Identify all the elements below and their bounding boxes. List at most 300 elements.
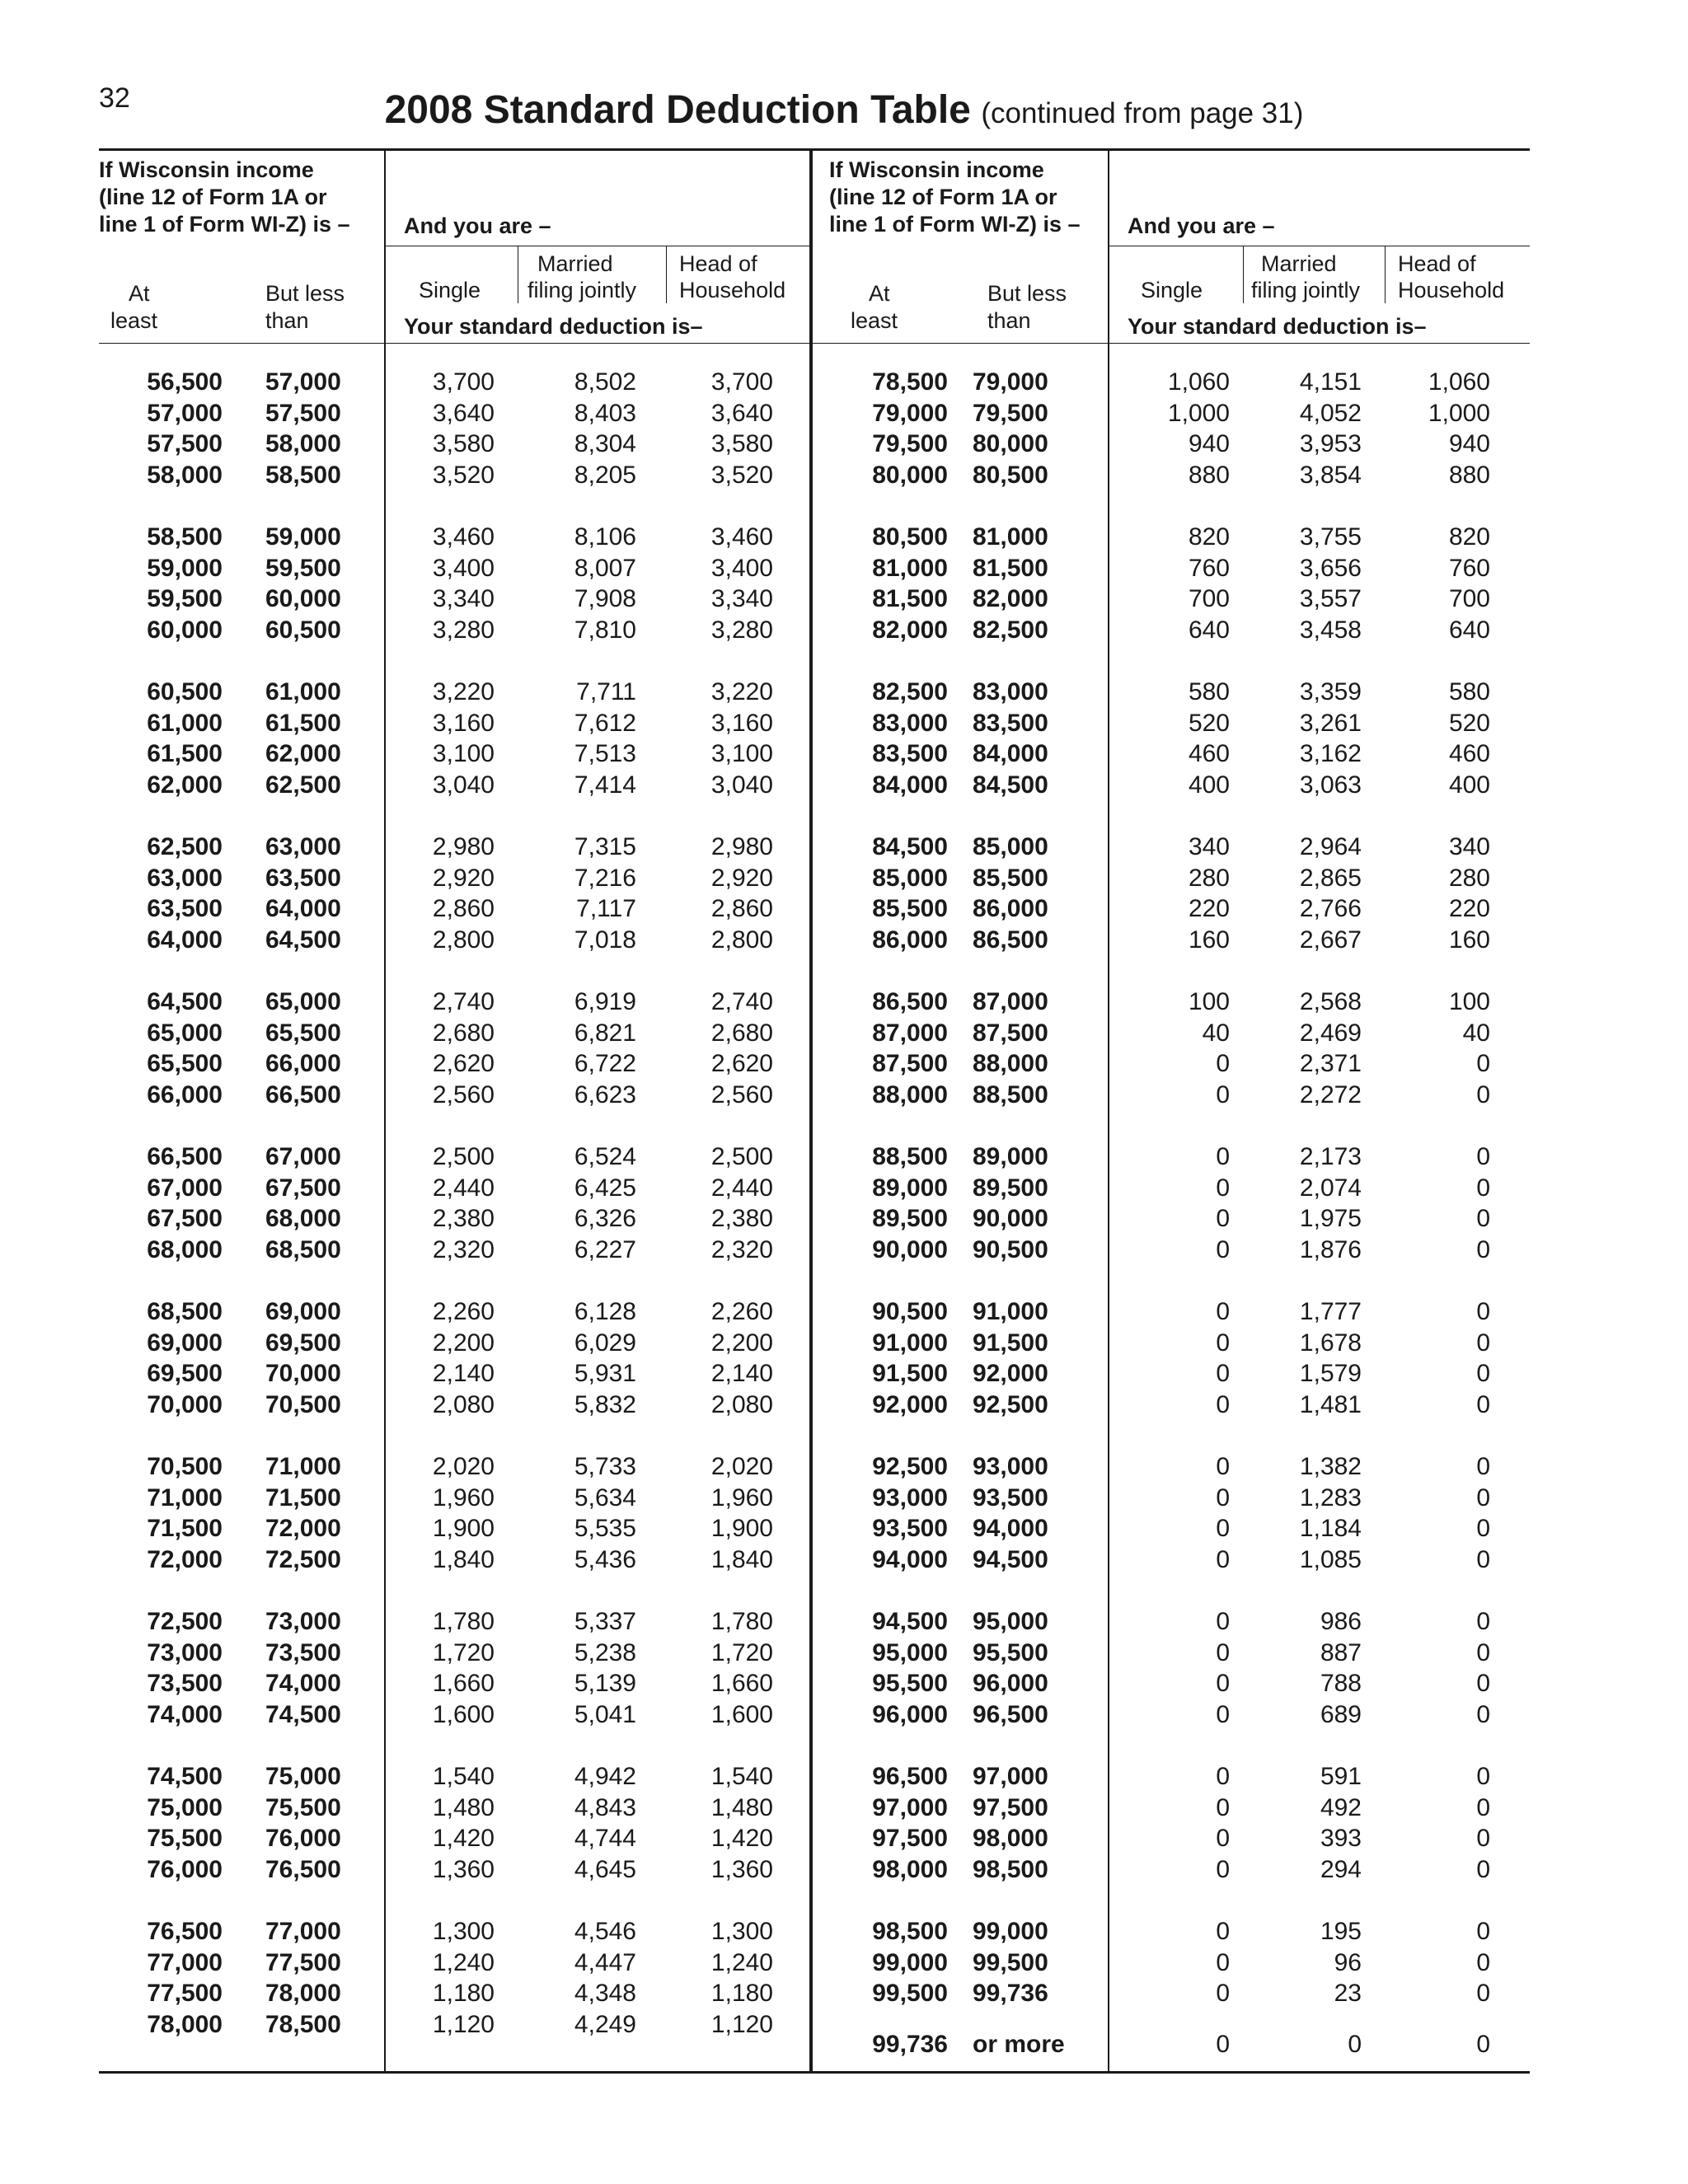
table-cell: 5,634: [574, 1483, 636, 1511]
but-less-label: But less: [987, 281, 1067, 306]
table-cell: 61,000: [147, 709, 223, 737]
table-cell: 2,500: [710, 1143, 773, 1170]
filing-jointly-label: filing jointly: [1251, 278, 1361, 302]
table-cell: 0: [1476, 1763, 1490, 1790]
table-cell: 0: [1216, 1329, 1230, 1357]
table-cell: 1,780: [710, 1608, 773, 1635]
table-cell: 0: [1216, 1948, 1230, 1976]
table-cell: 7,612: [574, 709, 636, 737]
at-label: At: [129, 281, 150, 306]
table-cell: 90,500: [872, 1298, 948, 1325]
table-bottom-rule: [99, 2071, 1530, 2074]
table-cell: 1,360: [432, 1855, 495, 1883]
but-less-than-left: [265, 280, 345, 335]
table-cell: 8,403: [574, 399, 636, 427]
table-cell: 83,000: [872, 709, 948, 737]
table-cell: 3,580: [710, 430, 773, 458]
table-cell: 63,500: [265, 864, 341, 892]
table-cell: 67,500: [265, 1174, 341, 1202]
table-cell: 1,360: [710, 1855, 773, 1883]
table-cell: 0: [1476, 1825, 1490, 1853]
table-cell: 65,500: [147, 1050, 223, 1078]
table-cell: 7,513: [574, 740, 636, 768]
table-cell: 76,500: [265, 1855, 341, 1883]
table-cell: 580: [1448, 678, 1490, 705]
table-cell: 0: [1476, 1948, 1490, 1976]
table-cell: 2,980: [432, 833, 495, 860]
table-cell: 5,931: [574, 1360, 636, 1388]
table-cell: 95,500: [872, 1670, 948, 1698]
table-cell: 1,283: [1299, 1483, 1362, 1511]
divider-single-married-right: [1243, 246, 1244, 303]
table-cell: 75,500: [147, 1825, 223, 1853]
table-cell: 760: [1188, 554, 1230, 582]
table-cell: 64,000: [147, 926, 223, 954]
table-cell: 93,500: [872, 1515, 948, 1543]
table-cell: 2,620: [710, 1050, 773, 1078]
table-cell: 1,660: [710, 1670, 773, 1698]
table-cell: 60,000: [147, 616, 223, 644]
deduction-is-left: Your standard deduction is–: [404, 314, 703, 339]
table-cell: 5,436: [574, 1545, 636, 1573]
table-cell: 2,440: [432, 1174, 495, 1202]
table-cell: 3,280: [432, 616, 495, 644]
table-cell: 67,500: [147, 1205, 223, 1233]
table-cell: 0: [1476, 1980, 1490, 2008]
table-cell: 57,500: [265, 399, 341, 427]
table-cell: 58,000: [265, 430, 341, 458]
table-cell: 65,000: [265, 988, 341, 1015]
table-cell: 23: [1334, 1980, 1362, 2008]
table-cell: 7,315: [574, 833, 636, 860]
table-cell: 72,000: [265, 1515, 341, 1543]
table-cell: 2,560: [432, 1080, 495, 1108]
table-cell: 58,500: [147, 523, 223, 551]
table-cell: 4,447: [574, 1948, 636, 1976]
head-of-label: Head of: [1398, 251, 1476, 276]
table-cell: 84,000: [973, 740, 1048, 768]
table-cell: 3,160: [432, 709, 495, 737]
table-top-rule: [99, 148, 1530, 151]
table-cell: 1,060: [1428, 368, 1490, 396]
table-cell: 69,000: [265, 1298, 341, 1325]
table-cell: 76,500: [147, 1918, 223, 1945]
table-cell: 73,000: [265, 1608, 341, 1635]
table-cell: 58,500: [265, 461, 341, 489]
than-label: than: [987, 308, 1031, 333]
household-label: Household: [1398, 278, 1505, 302]
table-cell: 3,520: [432, 461, 495, 489]
table-cell: 85,000: [973, 833, 1048, 860]
table-cell: 880: [1188, 461, 1230, 489]
table-cell: 94,000: [872, 1545, 948, 1573]
table-cell: 520: [1448, 709, 1490, 737]
table-cell: 820: [1448, 523, 1490, 551]
table-cell: 7,117: [576, 895, 636, 923]
table-cell: 580: [1188, 678, 1230, 705]
table-cell: 2,980: [710, 833, 773, 860]
table-cell: 85,500: [973, 864, 1048, 892]
table-cell: 2,371: [1299, 1050, 1362, 1078]
table-cell: 0: [1348, 2030, 1362, 2058]
page-title: 2008 Standard Deduction Table: [384, 88, 971, 132]
table-cell: 89,000: [973, 1143, 1048, 1170]
table-cell: 87,500: [973, 1019, 1048, 1047]
table-cell: 64,500: [265, 926, 341, 954]
table-cell: 2,560: [710, 1080, 773, 1108]
table-cell: 75,000: [265, 1763, 341, 1790]
table-cell: 71,000: [147, 1483, 223, 1511]
but-less-label: But less: [265, 281, 345, 306]
table-cell: 76,000: [147, 1855, 223, 1883]
income-header-line: If Wisconsin income: [829, 157, 1044, 182]
table-cell: 97,000: [872, 1793, 948, 1821]
table-cell: 0: [1216, 1638, 1230, 1666]
table-cell: 6,524: [574, 1143, 636, 1170]
table-cell: 85,000: [872, 864, 948, 892]
table-cell: 4,151: [1299, 368, 1362, 396]
table-cell: 1,840: [710, 1545, 773, 1573]
table-cell: 294: [1320, 1855, 1362, 1883]
table-cell: 93,000: [872, 1483, 948, 1511]
table-cell: 8,502: [574, 368, 636, 396]
table-cell: 3,100: [710, 740, 773, 768]
table-cell: 74,500: [265, 1700, 341, 1728]
table-cell: 1,600: [432, 1700, 495, 1728]
table-cell: 1,120: [432, 2010, 495, 2038]
table-cell: 74,000: [265, 1670, 341, 1698]
page-subtitle: (continued from page 31): [981, 97, 1304, 129]
table-cell: 3,460: [710, 523, 773, 551]
table-cell: 2,920: [432, 864, 495, 892]
table-cell: 57,500: [147, 430, 223, 458]
table-cell: 3,261: [1299, 709, 1362, 737]
table-cell: 65,500: [265, 1019, 341, 1047]
table-cell: 99,000: [973, 1918, 1048, 1945]
table-cell: 1,540: [432, 1763, 495, 1790]
income-header-left: [99, 157, 350, 238]
table-cell: 0: [1476, 1143, 1490, 1170]
table-cell: 5,733: [574, 1453, 636, 1480]
table-cell: 1,300: [432, 1918, 495, 1945]
table-cell: 3,400: [710, 554, 773, 582]
table-cell: 0: [1476, 1235, 1490, 1263]
married-label: Married: [1261, 251, 1337, 276]
table-cell: 1,780: [432, 1608, 495, 1635]
table-cell: 63,000: [265, 833, 341, 860]
table-cell: 4,052: [1299, 399, 1362, 427]
table-cell: 8,205: [574, 461, 636, 489]
table-cell: 7,711: [576, 678, 636, 705]
table-cell: 82,500: [973, 616, 1048, 644]
table-cell: 460: [1188, 740, 1230, 768]
table-cell: 3,640: [432, 399, 495, 427]
table-cell: 1,720: [710, 1638, 773, 1666]
income-header-line: (line 12 of Form 1A or: [829, 185, 1057, 209]
table-cell: 887: [1320, 1638, 1362, 1666]
table-cell: 97,500: [973, 1793, 1048, 1821]
table-cell: 86,000: [872, 926, 948, 954]
table-cell: 4,249: [574, 2010, 636, 2038]
page-number: 32: [99, 82, 130, 114]
table-cell: 59,000: [265, 523, 341, 551]
table-cell: 67,000: [265, 1143, 341, 1170]
table-cell: 1,480: [710, 1793, 773, 1821]
table-cell: 1,240: [710, 1948, 773, 1976]
table-cell: 0: [1476, 1638, 1490, 1666]
table-cell: 2,440: [710, 1174, 773, 1202]
table-cell: 591: [1320, 1763, 1362, 1790]
table-cell: 1,900: [710, 1515, 773, 1543]
table-cell: 820: [1188, 523, 1230, 551]
table-cell: 99,500: [973, 1948, 1048, 1976]
table-cell: 87,500: [872, 1050, 948, 1078]
table-cell: 8,106: [574, 523, 636, 551]
table-cell: 0: [1216, 1670, 1230, 1698]
table-cell: 5,832: [574, 1390, 636, 1418]
table-cell: 60,000: [265, 585, 341, 613]
table-cell: 87,000: [973, 988, 1048, 1015]
table-cell: 62,500: [147, 833, 223, 860]
table-cell: 1,678: [1299, 1329, 1362, 1357]
table-cell: 880: [1448, 461, 1490, 489]
table-cell: 96,000: [872, 1700, 948, 1728]
table-cell: 68,500: [147, 1298, 223, 1325]
table-cell: 0: [1216, 1515, 1230, 1543]
table-cell: 520: [1188, 709, 1230, 737]
table-cell: 86,500: [973, 926, 1048, 954]
table-cell: 4,348: [574, 1980, 636, 2008]
table-cell: 7,810: [574, 616, 636, 644]
table-cell: 7,414: [574, 771, 636, 799]
table-cell: 84,000: [872, 771, 948, 799]
table-cell: 160: [1448, 926, 1490, 954]
married-label: Married: [537, 251, 613, 276]
table-cell: 0: [1476, 1545, 1490, 1573]
table-cell: 2,080: [432, 1390, 495, 1418]
table-cell: 72,500: [147, 1608, 223, 1635]
table-cell: 640: [1448, 616, 1490, 644]
table-cell: 4,546: [574, 1918, 636, 1945]
table-cell: 492: [1320, 1793, 1362, 1821]
table-cell: 77,000: [265, 1918, 341, 1945]
table-cell: 7,908: [574, 585, 636, 613]
head-of-label: Head of: [679, 251, 757, 276]
table-cell: 0: [1216, 1700, 1230, 1728]
table-cell: 77,500: [265, 1948, 341, 1976]
table-cell: 80,500: [973, 461, 1048, 489]
head-header-right: [1398, 251, 1504, 303]
table-cell: 0: [1476, 1080, 1490, 1108]
table-cell: 3,220: [710, 678, 773, 705]
table-cell: 0: [1216, 1174, 1230, 1202]
table-cell: 88,000: [872, 1080, 948, 1108]
table-cell: 5,337: [574, 1608, 636, 1635]
title-block: [0, 87, 1688, 133]
table-cell: 2,964: [1299, 833, 1362, 860]
table-cell: 1,180: [710, 1980, 773, 2008]
income-header-right: [829, 157, 1081, 238]
table-cell: 340: [1188, 833, 1230, 860]
table-cell: 0: [1216, 1143, 1230, 1170]
table-cell: 66,500: [147, 1143, 223, 1170]
table-cell: 2,140: [432, 1360, 495, 1388]
table-cell: 788: [1320, 1670, 1362, 1698]
table-cell: 68,000: [147, 1235, 223, 1263]
than-label: than: [265, 308, 309, 333]
table-cell: 6,029: [574, 1329, 636, 1357]
table-cell: 2,740: [710, 988, 773, 1015]
married-header-right: [1251, 251, 1360, 303]
single-header-right: Single: [1141, 278, 1203, 302]
table-cell: 6,623: [574, 1080, 636, 1108]
table-cell: 0: [1476, 1700, 1490, 1728]
table-cell: 77,000: [147, 1948, 223, 1976]
table-cell: 68,000: [265, 1205, 341, 1233]
table-cell: 3,700: [432, 368, 495, 396]
table-cell: 4,843: [574, 1793, 636, 1821]
table-cell: 74,500: [147, 1763, 223, 1790]
table-cell: 98,000: [973, 1825, 1048, 1853]
table-cell: 90,500: [973, 1235, 1048, 1263]
income-header-line: If Wisconsin income: [99, 157, 314, 182]
table-cell: 92,500: [872, 1453, 948, 1480]
table-cell: 0: [1216, 1235, 1230, 1263]
table-cell: 96: [1334, 1948, 1362, 1976]
table-cell: 99,500: [872, 1980, 948, 2008]
head-header-left: [679, 251, 785, 303]
table-cell: 98,000: [872, 1855, 948, 1883]
table-cell: 3,160: [710, 709, 773, 737]
table-cell: 6,919: [574, 988, 636, 1015]
married-header-left: [528, 251, 636, 303]
table-cell: 81,000: [872, 554, 948, 582]
table-cell: 70,000: [147, 1390, 223, 1418]
table-cell: 81,000: [973, 523, 1048, 551]
table-cell: 83,500: [973, 709, 1048, 737]
table-cell: 0: [1476, 1360, 1490, 1388]
table-cell: 97,500: [872, 1825, 948, 1853]
table-cell: 71,500: [265, 1483, 341, 1511]
table-cell: 0: [1476, 1483, 1490, 1511]
table-cell: 4,744: [574, 1825, 636, 1853]
table-cell: 280: [1188, 864, 1230, 892]
table-cell: 689: [1320, 1700, 1362, 1728]
table-cell: 67,000: [147, 1174, 223, 1202]
table-cell: 2,260: [710, 1298, 773, 1325]
table-cell: 80,000: [973, 430, 1048, 458]
income-header-line: line 1 of Form WI-Z) is –: [829, 212, 1081, 237]
table-cell: 2,800: [432, 926, 495, 954]
table-cell: 68,500: [265, 1235, 341, 1263]
household-label: Household: [679, 278, 786, 302]
table-cell: 2,860: [710, 895, 773, 923]
table-cell: 6,821: [574, 1019, 636, 1047]
table-cell: 89,500: [872, 1205, 948, 1233]
table-cell: 92,500: [973, 1390, 1048, 1418]
table-cell: 69,500: [147, 1360, 223, 1388]
table-cell: 0: [1216, 1390, 1230, 1418]
table-cell: 5,139: [574, 1670, 636, 1698]
table-cell: 0: [1476, 2030, 1490, 2058]
table-cell: 98,500: [973, 1855, 1048, 1883]
table-cell: 0: [1216, 1298, 1230, 1325]
table-cell: 89,000: [872, 1174, 948, 1202]
deduction-is-right: Your standard deduction is–: [1128, 314, 1427, 339]
table-cell: 1,481: [1299, 1390, 1362, 1418]
table-cell: 1,960: [432, 1483, 495, 1511]
table-cell: 3,162: [1299, 740, 1362, 768]
table-cell: 95,500: [973, 1638, 1048, 1666]
table-cell: 0: [1216, 1763, 1230, 1790]
table-cell: 78,500: [265, 2010, 341, 2038]
table-cell: 3,520: [710, 461, 773, 489]
table-cell: 3,040: [432, 771, 495, 799]
table-cell: 91,500: [872, 1360, 948, 1388]
table-cell: 92,000: [872, 1390, 948, 1418]
table-cell: 57,000: [147, 399, 223, 427]
table-cell: 4,645: [574, 1855, 636, 1883]
table-cell: 0: [1216, 1545, 1230, 1573]
table-cell: 79,000: [973, 368, 1048, 396]
table-cell: 6,722: [574, 1050, 636, 1078]
table-cell: 1,000: [1428, 399, 1490, 427]
table-cell: 3,220: [432, 678, 495, 705]
divider-married-head-left: [666, 246, 667, 303]
table-cell: 2,469: [1299, 1019, 1362, 1047]
table-cell: 3,458: [1299, 616, 1362, 644]
table-cell: 79,500: [973, 399, 1048, 427]
table-cell: 3,063: [1299, 771, 1362, 799]
table-cell: 79,500: [872, 430, 948, 458]
table-cell: 61,000: [265, 678, 341, 705]
table-cell: 84,500: [872, 833, 948, 860]
table-cell: 1,000: [1167, 399, 1230, 427]
table-cell: 99,000: [872, 1948, 948, 1976]
table-cell: 0: [1476, 1918, 1490, 1945]
table-cell: 86,500: [872, 988, 948, 1015]
table-cell: 1,960: [710, 1483, 773, 1511]
table-cell: 65,000: [147, 1019, 223, 1047]
table-cell: 2,620: [432, 1050, 495, 1078]
table-cell: 0: [1216, 2030, 1230, 2058]
table-cell: 700: [1448, 585, 1490, 613]
table-cell: 3,557: [1299, 585, 1362, 613]
table-cell: 5,535: [574, 1515, 636, 1543]
but-less-than-right: [987, 280, 1067, 335]
table-cell: 460: [1448, 740, 1490, 768]
table-cell: 2,173: [1299, 1143, 1362, 1170]
table-cell: 96,000: [973, 1670, 1048, 1698]
table-cell: 89,500: [973, 1174, 1048, 1202]
table-cell: 71,500: [147, 1515, 223, 1543]
table-cell: 3,400: [432, 554, 495, 582]
table-cell: 640: [1188, 616, 1230, 644]
table-cell: 940: [1188, 430, 1230, 458]
table-cell: 3,280: [710, 616, 773, 644]
table-cell: 79,000: [872, 399, 948, 427]
table-cell: 59,500: [147, 585, 223, 613]
table-cell: 84,500: [973, 771, 1048, 799]
table-cell: 2,860: [432, 895, 495, 923]
table-cell: 160: [1188, 926, 1230, 954]
table-cell: 75,500: [265, 1793, 341, 1821]
table-cell: 1,184: [1299, 1515, 1362, 1543]
table-cell: 2,680: [432, 1019, 495, 1047]
table-cell: 0: [1476, 1329, 1490, 1357]
header-bottom-rule: [99, 343, 1530, 344]
table-cell: 88,500: [973, 1080, 1048, 1108]
